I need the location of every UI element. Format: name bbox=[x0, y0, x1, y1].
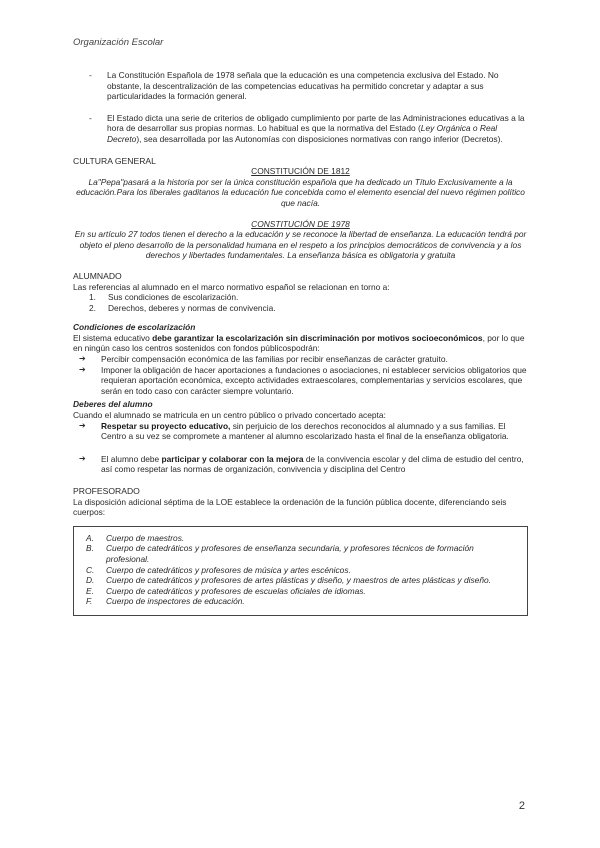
cuerpo-item: D. Cuerpo de catedráticos y profesores de artes plásticas y diseño, y maestros de artes plásticas y diseño. bbox=[86, 575, 491, 586]
profesorado-intro: La disposición adicional séptima de la LOE establece la ordenación de la función pública docente, diferenciando seis cuerpos: bbox=[73, 496, 507, 518]
condiciones-heading: Condiciones de escolarización bbox=[73, 322, 196, 333]
deberes-intro: Cuando el alumnado se matricula en un centro público o privado concertado acepta: bbox=[73, 410, 386, 421]
alumnado-heading: ALUMNADO bbox=[73, 270, 122, 281]
arrow-icon: ➔ bbox=[79, 453, 86, 463]
intro-item bbox=[73, 113, 528, 145]
arrow-icon: ➔ bbox=[79, 354, 86, 364]
deberes-heading: Deberes del alumno bbox=[73, 399, 153, 410]
cuerpo-item: C. Cuerpo de catedráticos y profesores de música y artes escénicos. bbox=[86, 564, 351, 575]
page-number: 2 bbox=[518, 800, 525, 812]
list-item: 1. Sus condiciones de escolarización. bbox=[89, 292, 239, 303]
condiciones-paragraph: El sistema educativo debe garantizar la escolarización sin discriminación por motivos socioeconómicos, por lo que en ningún caso los centros sostenidos con fondos públicospodrán: bbox=[73, 332, 525, 354]
dash-marker: - bbox=[89, 70, 92, 80]
deber-item: ➔ El alumno debe participar y colaborar con la mejora de la convivencia escolar y del clima de estudio del centro, así como respetar las normas de organización, convivencia y disciplina del Centro bbox=[79, 453, 524, 475]
cuerpo-item: B. Cuerpo de catedráticos y profesores de enseñanza secundaria, y profesores técnicos de formación profesional. bbox=[86, 543, 474, 564]
cultura-heading: CULTURA GENERAL bbox=[73, 155, 156, 166]
alumnado-list bbox=[73, 292, 528, 313]
dash-marker: - bbox=[89, 112, 92, 123]
intro-text: La Constitución Española de 1978 señala que la educación es una competencia exclusiva del Estado. No obstante, la descentralización de las competencias educativas ha permitido concretar y adaptar a sus particularidades la formación general. bbox=[107, 70, 499, 102]
page-header: Organización Escolar bbox=[73, 37, 164, 48]
condiciones-item: ➔ Percibir compensación económica de las familias por recibir enseñanzas de carácter gratuito. bbox=[79, 354, 448, 365]
page-content bbox=[73, 70, 528, 616]
profesorado-heading: PROFESORADO bbox=[73, 486, 140, 496]
cuerpo-item: A. Cuerpo de maestros. bbox=[86, 532, 185, 543]
intro-item bbox=[73, 70, 528, 102]
constitucion-1812-title: CONSTITUCIÓN DE 1812 bbox=[251, 166, 350, 177]
alumnado-intro: Las referencias al alumnado en el marco normativo español se relacionan en torno a: bbox=[73, 281, 390, 292]
constitucion-1812-body: La"Pepa"pasará a la historia por ser la única constitución española que ha dedicado un Título Exclusivamente a la educación.Para los liberales gaditanos la educación fue concebida como el elemento esencial del nuevo régimen político que nacía. bbox=[76, 176, 525, 208]
constitucion-1978-body: En su artículo 27 todos tienen el derecho a la educación y se reconoce la libertad de enseñanza. La educación tendrá por objeto el pleno desarrollo de la personalidad humana en el respeto a los principios democráticos de convivencia y a los derechos y libertades fundamentales. La enseñanza básica es obligatoria y gratuita bbox=[74, 229, 527, 261]
list-item: 2. Derechos, deberes y normas de convivencia. bbox=[89, 302, 276, 313]
cuerpos-box bbox=[73, 526, 528, 616]
arrow-icon: ➔ bbox=[79, 364, 86, 374]
constitucion-1978-title: CONSTITUCIÓN DE 1978 bbox=[251, 218, 350, 229]
cuerpo-item: F. Cuerpo de inspectores de educación. bbox=[86, 596, 245, 607]
intro-text: El Estado dicta una serie de criterios de obligado cumplimiento por parte de las Administraciones educativas a la hora de desarrollar sus propias normas. Lo habitual es que la normativa del Estado (Ley Orgánica o Real Decreto), sea desarrollada por las Autonomías con disposiciones normativas con rango inferior (Decretos). bbox=[107, 112, 525, 144]
cuerpo-item: E. Cuerpo de catedráticos y profesores de escuelas oficiales de idiomas. bbox=[86, 585, 366, 596]
arrow-icon: ➔ bbox=[79, 420, 86, 430]
condiciones-item: ➔ Imponer la obligación de hacer aportaciones a fundaciones o asociaciones, ni establecer servicios obligatorios que requieran aportación económica, excepto actividades extraescolares, complementarias y servicios escolares, que serán en todo caso con carácter siempre voluntario. bbox=[79, 364, 527, 396]
deber-item: ➔ Respetar su proyecto educativo, sin perjuicio de los derechos reconocidos al alumnado y a sus familias. El Centro a su vez se compromete a mantener al alumno escolarizado hasta el final de la enseñanza obligatoria. bbox=[79, 420, 509, 442]
